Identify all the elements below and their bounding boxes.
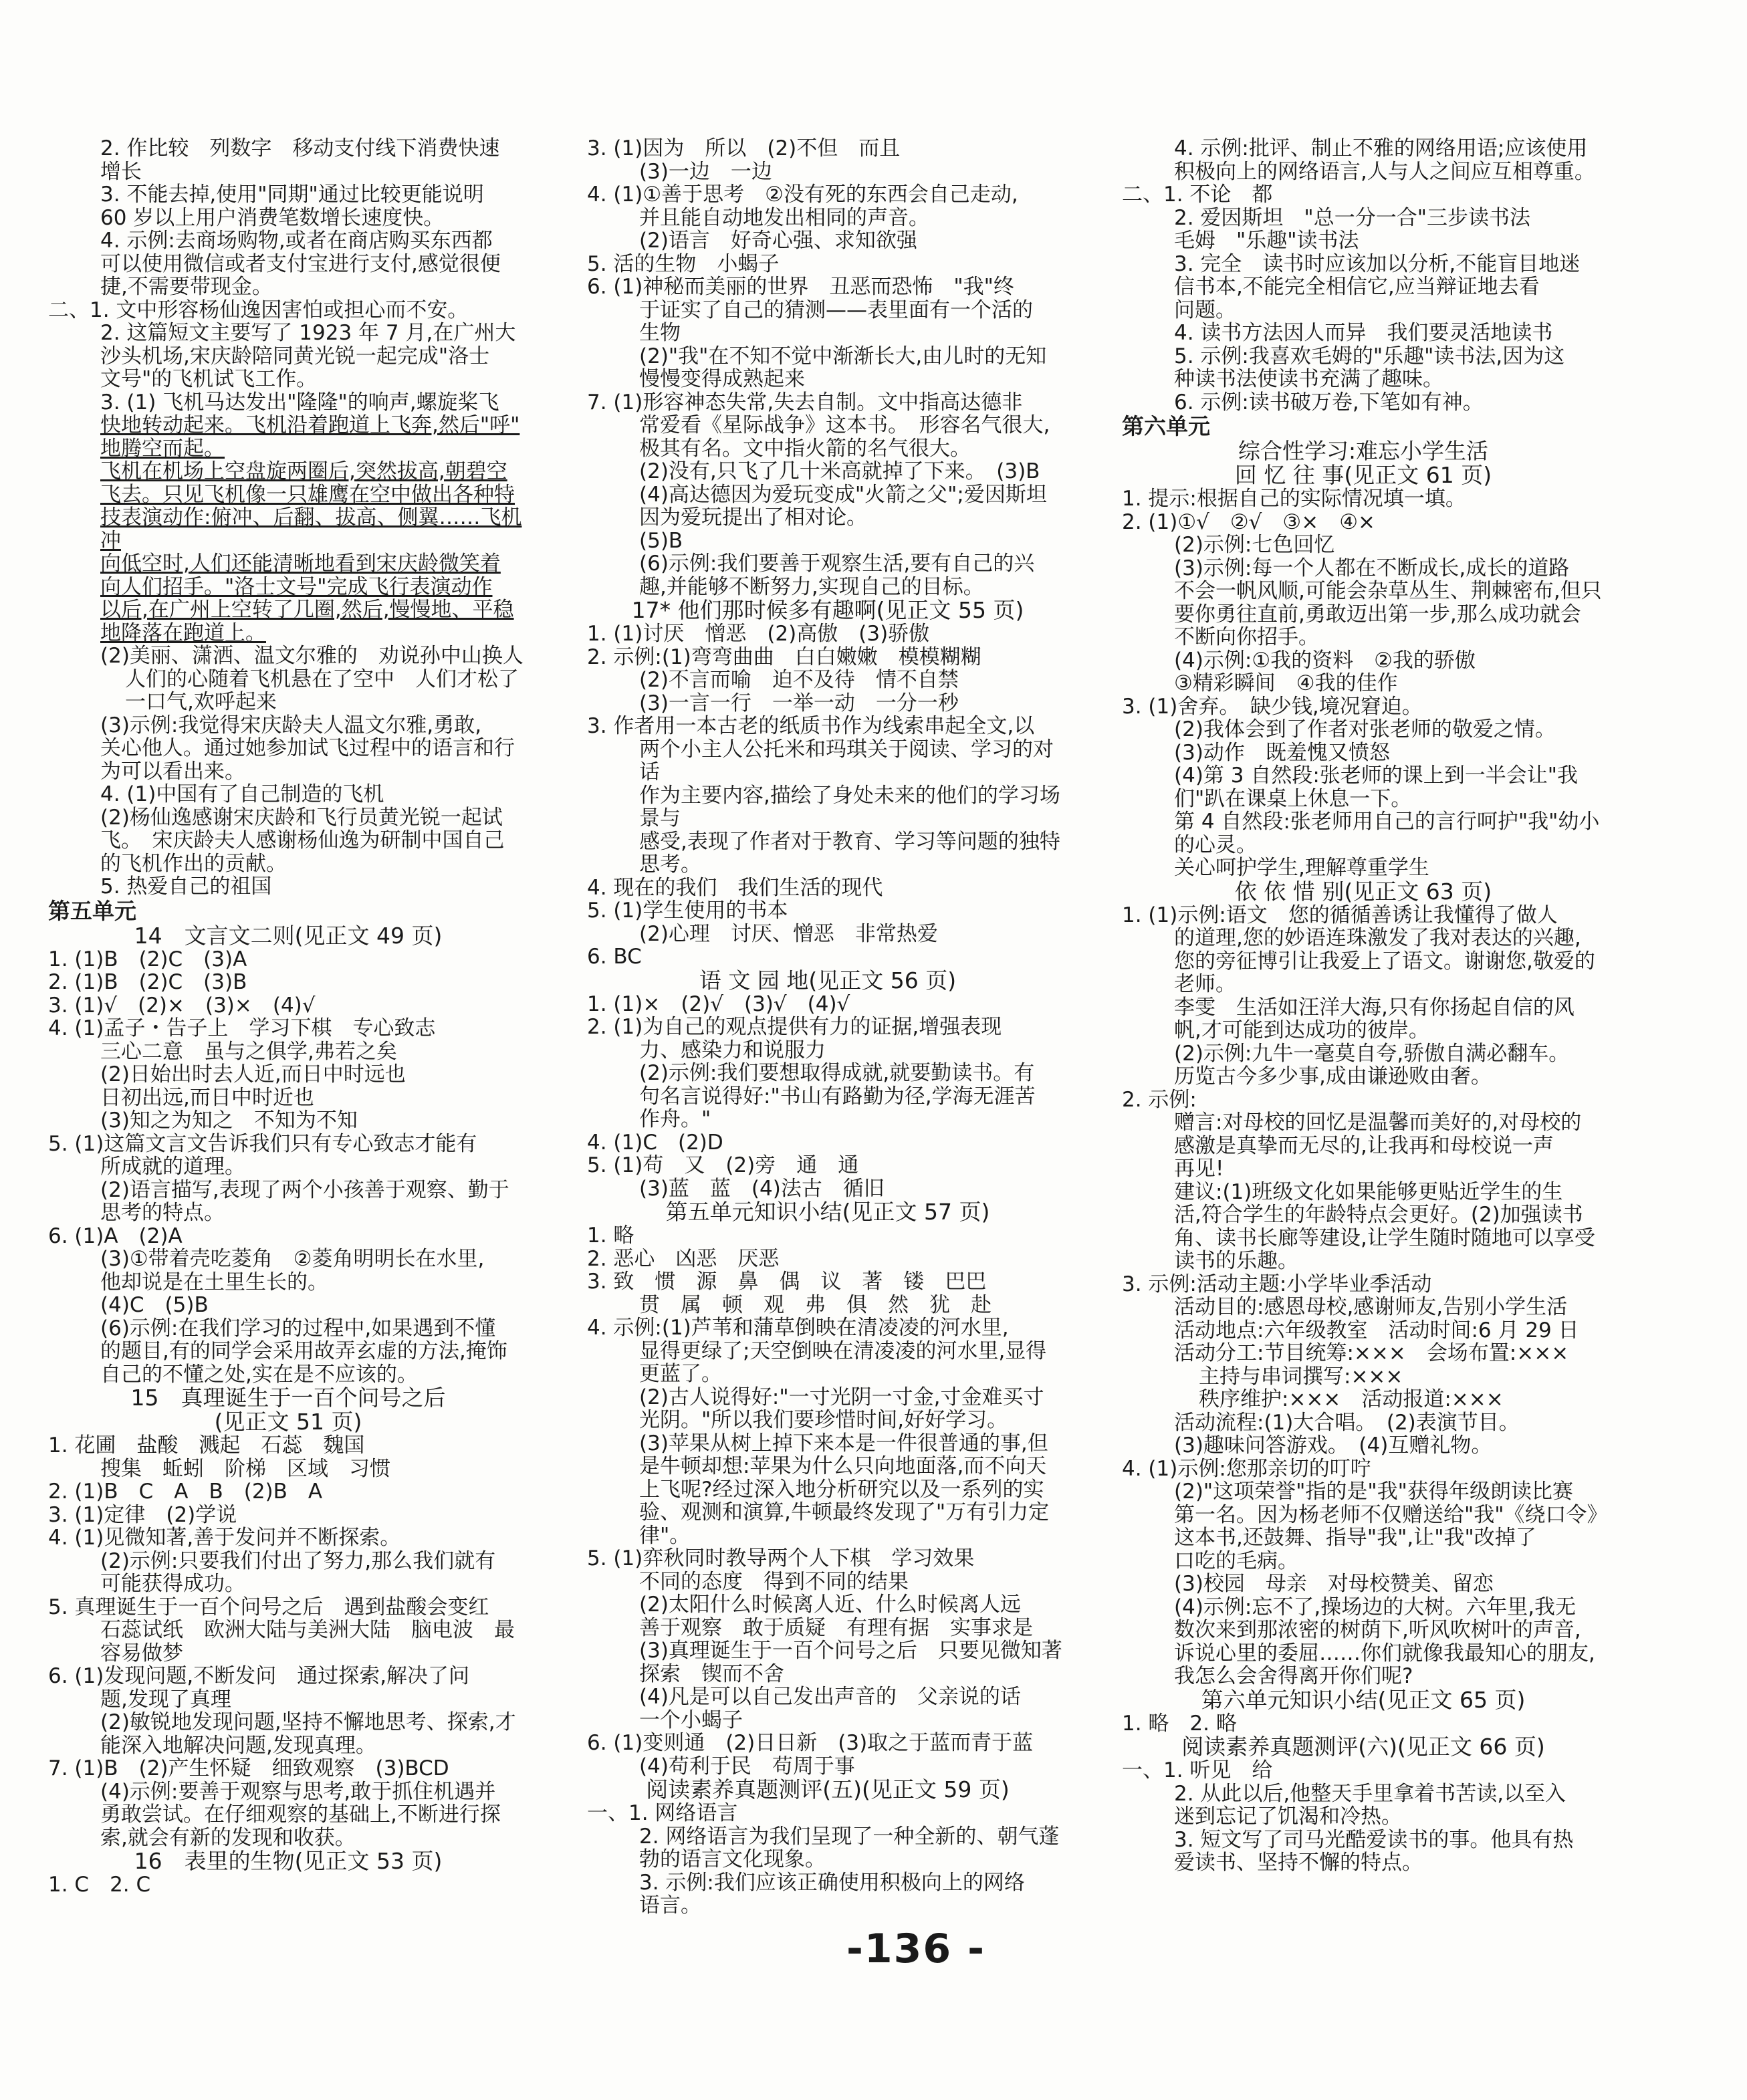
answer-line: (2)语言 好奇心强、求知欲强 bbox=[639, 229, 917, 253]
answer-line: 主持与串词撰写:××× bbox=[1199, 1364, 1403, 1389]
answer-line: 感受,表现了作者对于教育、学习等问题的独特 bbox=[639, 829, 1060, 854]
answer-line: 2. 这篇短文主要写了 1923 年 7 月,在广州大 bbox=[100, 321, 516, 345]
answer-line: 3. 完全 读书时应该加以分析,不能盲目地迷 bbox=[1174, 251, 1581, 276]
answer-line: 一、1. 听见 给 bbox=[1122, 1758, 1273, 1782]
answer-line: 2. (1)B C A B (2)B A bbox=[48, 1480, 323, 1504]
answer-line: (4)C (5)B bbox=[100, 1293, 209, 1317]
answer-line: 第 4 自然段:张老师用自己的言行呵护"我"幼小 bbox=[1174, 810, 1600, 834]
answer-line: 积极向上的网络语言,人与人之间应互相尊重。 bbox=[1174, 159, 1595, 184]
answer-line: 要你勇往直前,勇敢迈出第一步,那么成功就会 bbox=[1174, 602, 1581, 626]
answer-line: (2)杨仙逸感谢宋庆龄和飞行员黄光锐一起试 bbox=[100, 805, 503, 830]
answer-line: 增长 bbox=[100, 159, 142, 184]
answer-line: 3. (1)√ (2)× (3)× (4)√ bbox=[48, 993, 316, 1018]
answer-line: 自己的不懂之处,实在是不应该的。 bbox=[100, 1362, 418, 1387]
answer-line: 石蕊试纸 欧洲大陆与美洲大陆 脑电波 最 bbox=[100, 1618, 515, 1642]
answer-line: 种读书法使读书充满了趣味。 bbox=[1174, 367, 1443, 391]
answer-line: 6. (1)发现问题,不断发问 通过探索,解决了问 bbox=[48, 1664, 470, 1688]
answer-line: 问题。 bbox=[1174, 298, 1236, 322]
lesson-heading: 17* 他们那时候多有趣啊(见正文 55 页) bbox=[631, 597, 1024, 623]
answer-line: 5. (1)苟 又 (2)旁 通 通 bbox=[587, 1153, 859, 1177]
answer-line: 口吃的毛病。 bbox=[1174, 1548, 1298, 1573]
answer-line: 律"。 bbox=[639, 1523, 691, 1548]
answer-line: 一、1. 网络语言 bbox=[587, 1801, 738, 1825]
answer-line: 这本书,还鼓舞、指导"我",让"我"改掉了 bbox=[1174, 1526, 1536, 1550]
answer-line: 3. 作者用一本古老的纸质书作为线索串起全文,以 bbox=[587, 714, 1035, 738]
answer-line: 毛姆 "乐趣"读书法 bbox=[1174, 229, 1359, 253]
answer-line: 一口气,欢呼起来 bbox=[125, 690, 277, 714]
answer-line: 2. 爱因斯坦 "总一分一合"三步读书法 bbox=[1174, 205, 1530, 230]
answer-line: 二、1. 文中形容杨仙逸因害怕或担心而不安。 bbox=[48, 298, 469, 322]
answer-line: 3. (1)舍弃。 缺少钱,境况窘迫。 bbox=[1122, 694, 1423, 719]
answer-line: 句名言说得好:"书山有路勤为径,学海无涯苦 bbox=[639, 1084, 1036, 1109]
answer-line: 2. 网络语言为我们呈现了一种全新的、朝气蓬 bbox=[639, 1824, 1060, 1849]
answer-line: 捷,不需要带现金。 bbox=[100, 275, 273, 299]
unit-heading: 第五单元 bbox=[48, 897, 136, 924]
answer-line: 6. (1)变则通 (2)日日新 (3)取之于蓝而青于蓝 bbox=[587, 1731, 1034, 1755]
lesson-heading: 语 文 园 地(见正文 56 页) bbox=[699, 967, 957, 994]
answer-line: (2)示例:我们要想取得成就,就要勤读书。有 bbox=[639, 1061, 1035, 1085]
answer-line: 活动分工:节目统筹:××× 会场布置:××× bbox=[1174, 1341, 1569, 1365]
answer-line: 趣,并能够不断努力,实现自己的目标。 bbox=[639, 574, 984, 599]
answer-line: 迷到忘记了饥渴和冷热。 bbox=[1174, 1804, 1402, 1829]
answer-line: 们"趴在课桌上休息一下。 bbox=[1174, 786, 1412, 811]
answer-line: (4)苟利于民 苟周于事 bbox=[639, 1754, 855, 1778]
answer-line: 三心二意 虽与之俱学,弗若之矣 bbox=[100, 1039, 397, 1064]
answer-line: (2)太阳什么时候离人近、什么时候离人远 bbox=[639, 1593, 1021, 1617]
answer-line: 探索 锲而不舍 bbox=[639, 1661, 784, 1686]
answer-line: 为可以看出来。 bbox=[100, 759, 245, 784]
answer-line: 的飞机作出的贡献。 bbox=[100, 851, 287, 876]
answer-line: 的心灵。 bbox=[1174, 832, 1257, 857]
answer-line: 生物 bbox=[639, 321, 681, 345]
answer-line: 不会一帆风顺,可能会杂草丛生、荆棘密布,但只 bbox=[1174, 579, 1602, 603]
answer-line: 5. (1)这篇文言文告诉我们只有专心致志才能有 bbox=[48, 1131, 477, 1156]
answer-line: 于证实了自己的猜测——表里面有一个活的 bbox=[639, 298, 1033, 322]
unit-heading: 第六单元 bbox=[1122, 413, 1210, 439]
answer-line: 快地转动起来。飞机沿着跑道上飞奔,然后"呼" bbox=[100, 413, 520, 437]
answer-line: (3)一言一行 一举一动 一分一秒 bbox=[639, 691, 959, 715]
lesson-heading: 回 忆 往 事(见正文 61 页) bbox=[1234, 462, 1492, 488]
answer-line: 所成就的道理。 bbox=[100, 1155, 245, 1179]
answer-line: 作舟。" bbox=[639, 1107, 711, 1131]
answer-line: 能深入地解决问题,发现真理。 bbox=[100, 1733, 376, 1758]
answer-line: 6. (1)A (2)A bbox=[48, 1223, 183, 1248]
answer-line: 3. 示例:我们应该正确使用积极向上的网络 bbox=[639, 1870, 1025, 1895]
answer-line: 索,就会有新的发现和收获。 bbox=[100, 1825, 356, 1850]
answer-line: 题,发现了真理 bbox=[100, 1687, 231, 1712]
answer-line: 慢慢变得成熟起来 bbox=[639, 367, 805, 391]
answer-line: 5. (1)弈秋同时教导两个人下棋 学习效果 bbox=[587, 1546, 975, 1570]
answer-line: (2)心理 讨厌、憎恶 非常热爱 bbox=[639, 921, 938, 946]
answer-line: 日初出远,而日中时近也 bbox=[100, 1085, 314, 1110]
lesson-heading: (见正文 51 页) bbox=[214, 1409, 362, 1435]
answer-column-1 bbox=[48, 137, 528, 1897]
answer-line: 不同的态度 得到不同的结果 bbox=[639, 1569, 909, 1594]
answer-line: 作为主要内容,描绘了身处未来的他们的学习场景与 bbox=[639, 783, 1060, 830]
answer-line: (2)示例:七色回忆 bbox=[1174, 533, 1335, 557]
answer-line: 7. (1)B (2)产生怀疑 细致观察 (3)BCD bbox=[48, 1756, 449, 1780]
answer-line: 4. (1)①善于思考 ②没有死的东西会自己走动, bbox=[587, 183, 1018, 207]
answer-line: (2)敏锐地发现问题,坚持不懈地思考、探索,才 bbox=[100, 1710, 516, 1734]
answer-line: 1. C 2. C bbox=[48, 1873, 151, 1897]
answer-line: (3)校园 母亲 对母校赞美、留恋 bbox=[1174, 1572, 1494, 1596]
answer-line: 建议:(1)班级文化如果能够更贴近学生的生 bbox=[1174, 1179, 1563, 1204]
answer-line: (2)古人说得好:"一寸光阴一寸金,寸金难买寸 bbox=[639, 1385, 1044, 1409]
answer-line: (2)日始出时去人近,而日中时远也 bbox=[100, 1062, 406, 1086]
answer-line: 2. 作比较 列数字 移动支付线下消费快速 bbox=[100, 136, 500, 160]
answer-line: 7. (1)形容神态失常,失去自制。文中指高达德非 bbox=[587, 390, 1023, 415]
answer-line: 勃的语言文化现象。 bbox=[639, 1847, 826, 1871]
answer-line: 光阴。"所以我们要珍惜时间,好好学习。 bbox=[639, 1408, 1008, 1432]
answer-line: 的道理,您的妙语连珠激发了我对表达的兴趣, bbox=[1174, 926, 1581, 950]
answer-line: (3)知之为知之 不知为不知 bbox=[100, 1109, 358, 1133]
answer-line: (6)示例:我们要善于观察生活,要有自己的兴 bbox=[639, 552, 1035, 576]
answer-line: 2. (1)B (2)C (3)B bbox=[48, 970, 247, 994]
answer-line: 1. 提示:根据自己的实际情况填一填。 bbox=[1122, 487, 1466, 511]
answer-line: (4)第 3 自然段:张老师的课上到一半会让"我 bbox=[1174, 764, 1579, 788]
answer-line: 力、感染力和说服力 bbox=[639, 1038, 826, 1062]
answer-line: 4. (1)孟子・告子上 学习下棋 专心致志 bbox=[48, 1016, 436, 1040]
answer-line: 1. (1)B (2)C (3)A bbox=[48, 947, 247, 971]
answer-line: 人们的心随着飞机悬在了空中 人们才松了 bbox=[125, 667, 519, 691]
answer-line: (2)我体会到了作者对张老师的敬爱之情。 bbox=[1174, 717, 1556, 741]
answer-line: 赠言:对母校的回忆是温馨而美好的,对母校的 bbox=[1174, 1111, 1582, 1135]
answer-line: (3)示例:我觉得宋庆龄夫人温文尔雅,勇敢, bbox=[100, 713, 482, 737]
answer-line: 李雯 生活如汪洋大海,只有你扬起自信的风 bbox=[1174, 995, 1575, 1020]
answer-line: 5. (1)学生使用的书本 bbox=[587, 899, 788, 923]
answer-line: 二、1. 不论 都 bbox=[1122, 183, 1273, 207]
answer-line: 60 岁以上用户消费笔数增长速度快。 bbox=[100, 205, 445, 230]
answer-line: 2. 从此以后,他整天手里拿着书苦读,以至入 bbox=[1174, 1781, 1566, 1806]
answer-line: 是牛顿却想:苹果为什么只向地面落,而不向天 bbox=[639, 1454, 1047, 1478]
answer-line: 搜集 蚯蚓 阶梯 区域 习惯 bbox=[100, 1456, 390, 1481]
lesson-heading: 第六单元知识小结(见正文 65 页) bbox=[1201, 1686, 1526, 1713]
answer-line: (3)①带着壳吃菱角 ②菱角明明长在水里, bbox=[100, 1247, 485, 1271]
answer-line: (3)苹果从树上掉下来本是一件很普通的事,但 bbox=[639, 1431, 1048, 1455]
answer-line: (3)蓝 蓝 (4)法古 循旧 bbox=[639, 1176, 885, 1201]
answer-line: 2. 示例:(1)弯弯曲曲 白白嫩嫩 模模糊糊 bbox=[587, 645, 981, 669]
answer-line: 读书的乐趣。 bbox=[1174, 1249, 1298, 1273]
answer-line: 他却说是在土里生长的。 bbox=[100, 1270, 328, 1294]
answer-line: 飞去。只见飞机像一只雄鹰在空中做出各种特 bbox=[100, 482, 515, 507]
answer-column-3 bbox=[1122, 136, 1608, 1875]
answer-line: 第一名。因为杨老师不仅赠送给"我"《绕口令》 bbox=[1174, 1502, 1608, 1527]
answer-line: (2)没有,只飞了几十米高就掉了下来。 (3)B bbox=[639, 459, 1040, 483]
answer-line: 4. 示例:(1)芦苇和蒲草倒映在清凌凌的河水里, bbox=[587, 1316, 1009, 1340]
answer-line: 4. (1)C (2)D bbox=[587, 1130, 723, 1155]
answer-line: (3)示例:每一个人都在不断成长,成长的道路 bbox=[1174, 556, 1570, 580]
lesson-heading: 阅读素养真题测评(五)(见正文 59 页) bbox=[646, 1776, 1010, 1802]
answer-line: 5. 活的生物 小蝎子 bbox=[587, 251, 780, 276]
answer-line: 5. 热爱自己的祖国 bbox=[100, 874, 272, 899]
answer-line: 1. 略 2. 略 bbox=[1122, 1711, 1237, 1736]
answer-line: 我怎么会舍得离开你们呢? bbox=[1174, 1664, 1413, 1688]
answer-line: 角、读书长廊等建设,让学生随时随地可以享受 bbox=[1174, 1226, 1595, 1250]
answer-line: 因为爱玩提出了相对论。 bbox=[639, 505, 867, 530]
answer-line: (3)真理诞生于一百个问号之后 只要见微知著 bbox=[639, 1639, 1062, 1663]
answer-line: 地降落在跑道上。 bbox=[100, 620, 266, 645]
answer-line: 飞。 宋庆龄夫人感谢杨仙逸为研制中国自己 bbox=[100, 828, 505, 852]
answer-line: (3)一边 一边 bbox=[639, 159, 772, 184]
answer-line: (4)示例:①我的资料 ②我的骄傲 bbox=[1174, 648, 1476, 673]
answer-line: 4. 现在的我们 我们生活的现代 bbox=[587, 875, 883, 900]
answer-line: 语言。 bbox=[639, 1893, 701, 1917]
answer-line: 可能获得成功。 bbox=[100, 1572, 245, 1596]
answer-line: (2)不言而喻 迫不及待 情不自禁 bbox=[639, 668, 959, 692]
answer-line: 上飞呢?经过深入地分析研究以及一系列的实 bbox=[639, 1477, 1044, 1502]
answer-line: (5)B bbox=[639, 528, 683, 553]
answer-line: 关心他人。通过她参加试飞过程中的语言和行 bbox=[100, 736, 515, 760]
answer-column-2 bbox=[587, 137, 1068, 1917]
answer-line: 以后,在广州上空转了几圈,然后,慢慢地、平稳 bbox=[100, 598, 514, 622]
answer-line: 向低空时,人们还能清晰地看到宋庆龄微笑着 bbox=[100, 552, 501, 576]
answer-line: (6)示例:在我们学习的过程中,如果遇到不懂 bbox=[100, 1316, 496, 1340]
answer-line: 活动地点:六年级教室 活动时间:6 月 29 日 bbox=[1174, 1318, 1579, 1343]
lesson-heading: 第五单元知识小结(见正文 57 页) bbox=[665, 1199, 990, 1225]
answer-line: 地腾空而起。 bbox=[100, 436, 225, 461]
answer-line: 容易做梦 bbox=[100, 1641, 183, 1665]
answer-line: 一个小蝎子 bbox=[639, 1708, 743, 1732]
answer-line: 技表演动作:俯冲、后翻、拔高、侧翼……飞机冲 bbox=[100, 505, 522, 553]
answer-line: (4)高达德因为爱玩变成"火箭之父";爱因斯坦 bbox=[639, 482, 1047, 507]
answer-line: 的题目,有的同学会采用故弄玄虚的方法,掩饰 bbox=[100, 1339, 507, 1363]
answer-line: 显得更绿了;天空倒映在清凌凌的河水里,显得 bbox=[639, 1338, 1047, 1363]
answer-line: 思考。 bbox=[639, 852, 701, 877]
lesson-heading: 15 真理诞生于一百个问号之后 bbox=[130, 1385, 446, 1411]
answer-line: 贯 属 顿 观 弗 俱 然 犹 赴 bbox=[639, 1292, 992, 1317]
answer-line: 并且能自动地发出相同的声音。 bbox=[639, 205, 929, 230]
answer-line: 帆,才可能到达成功的彼岸。 bbox=[1174, 1018, 1429, 1042]
page-number: -136 - bbox=[846, 1926, 985, 1972]
answer-line: 4. (1)见微知著,善于发问并不断探索。 bbox=[48, 1526, 401, 1550]
answer-line: 您的旁征博引让我爱上了语文。谢谢您,敬爱的 bbox=[1174, 949, 1595, 973]
answer-line: 5. 示例:我喜欢毛姆的"乐趣"读书法,因为这 bbox=[1174, 344, 1565, 368]
answer-line: 勇敢尝试。在仔细观察的基础上,不断进行探 bbox=[100, 1802, 501, 1827]
answer-line: 3. (1)因为 所以 (2)不但 而且 bbox=[587, 136, 901, 160]
answer-line: 3. 短文写了司马光酷爱读书的事。他具有热 bbox=[1174, 1827, 1574, 1852]
answer-line: 诉说心里的委屈……你们就像我最知心的朋友, bbox=[1174, 1641, 1595, 1665]
answer-line: 3. (1) 飞机马达发出"隆隆"的响声,螺旋桨飞 bbox=[100, 390, 499, 415]
answer-line: 沙头机场,宋庆龄陪同黄光锐一起完成"洛士 bbox=[100, 344, 490, 368]
answer-line: 两个小主人公托米和玛琪关于阅读、学习的对话 bbox=[639, 737, 1054, 784]
answer-line: 老师。 bbox=[1174, 972, 1236, 996]
answer-line: (2)美丽、潇洒、温文尔雅的 劝说孙中山换人 bbox=[100, 644, 523, 668]
answer-line: (2)"我"在不知不觉中渐渐长大,由儿时的无知 bbox=[639, 344, 1047, 368]
answer-line: 常爱看《星际战争》这本书。 形容名气很大, bbox=[639, 413, 1050, 437]
lesson-heading: 16 表里的生物(见正文 53 页) bbox=[134, 1848, 443, 1874]
answer-line: 可以使用微信或者支付宝进行支付,感觉很便 bbox=[100, 251, 501, 276]
answer-line: 再见! bbox=[1174, 1157, 1224, 1181]
answer-line: 1. 花圃 盐酸 溅起 石蕊 魏国 bbox=[48, 1433, 365, 1457]
answer-line: 文号"的飞机试飞工作。 bbox=[100, 367, 318, 391]
answer-line: 3. 致 惯 源 鼻 偶 议 著 镂 巴巴 bbox=[587, 1270, 987, 1294]
lesson-heading: 依 依 惜 别(见正文 63 页) bbox=[1234, 878, 1492, 905]
answer-line: (3)动作 既羞愧又愤怒 bbox=[1174, 740, 1390, 765]
answer-line: 飞机在机场上空盘旋两圈后,突然拔高,朝碧空 bbox=[100, 459, 507, 483]
answer-line: 感激是真挚而无尽的,让我再和母校说一声 bbox=[1174, 1133, 1554, 1158]
answer-line: 更蓝了。 bbox=[639, 1362, 722, 1386]
answer-line: 1. 略 bbox=[587, 1223, 634, 1248]
answer-line: 6. BC bbox=[587, 945, 642, 969]
answer-line: 4. (1)示例:您那亲切的叮咛 bbox=[1122, 1456, 1371, 1481]
answer-line: 2. (1)为自己的观点提供有力的证据,增强表现 bbox=[587, 1015, 1002, 1039]
answer-line: 4. 示例:批评、制止不雅的网络用语;应该使用 bbox=[1174, 136, 1588, 160]
answer-line: 验、观测和演算,牛顿最终发现了"万有引力定 bbox=[639, 1500, 1050, 1524]
answer-line: 3. 不能去掉,使用"同期"通过比较更能说明 bbox=[100, 183, 484, 207]
answer-line: 1. (1)示例:语文 您的循循善诱让我懂得了做人 bbox=[1122, 903, 1558, 927]
answer-line: 6. (1)神秘而美丽的世界 丑恶而恐怖 "我"终 bbox=[587, 275, 1014, 299]
lesson-heading: 14 文言文二则(见正文 49 页) bbox=[134, 922, 443, 949]
lesson-heading: 综合性学习:难忘小学生活 bbox=[1238, 438, 1489, 464]
answer-line: 思考的特点。 bbox=[100, 1201, 225, 1225]
answer-line: 活动目的:感恩母校,感谢师友,告别小学生活 bbox=[1174, 1295, 1568, 1319]
answer-line: 爱读书、坚持不懈的特点。 bbox=[1174, 1851, 1423, 1875]
answer-line: 4. 示例:去商场购物,或者在商店购买东西都 bbox=[100, 229, 493, 253]
answer-line: 活,符合学生的年龄特点会更好。(2)加强读书 bbox=[1174, 1203, 1583, 1227]
answer-line: (4)示例:要善于观察与思考,敢于抓住机遇并 bbox=[100, 1779, 496, 1804]
answer-line: 向人们招手。"洛士文号"完成飞行表演动作 bbox=[100, 574, 493, 599]
answer-line: ③精彩瞬间 ④我的佳作 bbox=[1174, 671, 1398, 695]
lesson-heading: 阅读素养真题测评(六)(见正文 66 页) bbox=[1181, 1734, 1545, 1760]
answer-line: (4)凡是可以自己发出声音的 父亲说的话 bbox=[639, 1685, 1021, 1709]
answer-line: (2)示例:只要我们付出了努力,那么我们就有 bbox=[100, 1548, 496, 1573]
answer-line: 历览古今多少事,成由谦逊败由奢。 bbox=[1174, 1064, 1492, 1088]
answer-line: 4. (1)中国有了自己制造的飞机 bbox=[100, 782, 384, 806]
answer-line: (2)语言描写,表现了两个小孩善于观察、勤于 bbox=[100, 1177, 509, 1202]
answer-line: 2. 示例: bbox=[1122, 1087, 1197, 1112]
answer-line: 3. (1)定律 (2)学说 bbox=[48, 1502, 237, 1527]
answer-line: 秩序维护:××× 活动报道:××× bbox=[1199, 1387, 1504, 1411]
answer-line: (3)趣味问答游戏。 (4)互赠礼物。 bbox=[1174, 1433, 1492, 1457]
answer-line: 6. 示例:读书破万卷,下笔如有神。 bbox=[1174, 390, 1484, 415]
answer-line: 4. 读书方法因人而异 我们要灵活地读书 bbox=[1174, 321, 1553, 345]
answer-line: 善于观察 敢于质疑 有理有据 实事求是 bbox=[639, 1615, 1033, 1640]
answer-line: 极其有名。文中指火箭的名气很大。 bbox=[639, 436, 971, 461]
answer-line: 关心呵护学生,理解尊重学生 bbox=[1174, 856, 1429, 880]
answer-line: (2)"这项荣誉"指的是"我"获得年级朗读比赛 bbox=[1174, 1480, 1573, 1504]
answer-line: 5. 真理诞生于一百个问号之后 遇到盐酸会变红 bbox=[48, 1595, 489, 1619]
answer-line: 活动流程:(1)大合唱。 (2)表演节目。 bbox=[1174, 1410, 1520, 1435]
answer-line: 2. 恶心 凶恶 厌恶 bbox=[587, 1246, 780, 1271]
answer-line: 3. 示例:活动主题:小学毕业季活动 bbox=[1122, 1272, 1432, 1296]
answer-line: 不断向你招手。 bbox=[1174, 625, 1319, 649]
answer-line: 2. (1)①√ ②√ ③× ④× bbox=[1122, 509, 1375, 534]
answer-line: (2)示例:九牛一毫莫自夸,骄傲自满必翻车。 bbox=[1174, 1041, 1570, 1066]
answer-line: (4)示例:忘不了,操场边的大树。六年里,我无 bbox=[1174, 1595, 1577, 1619]
answer-line: 数次来到那浓密的树荫下,听风吹树叶的声音, bbox=[1174, 1618, 1581, 1642]
answer-line: 1. (1)× (2)√ (3)√ (4)√ bbox=[587, 991, 850, 1016]
answer-line: 信书本,不能完全相信它,应当辩证地去看 bbox=[1174, 275, 1540, 299]
answer-line: 1. (1)讨厌 憎恶 (2)高傲 (3)骄傲 bbox=[587, 622, 930, 646]
